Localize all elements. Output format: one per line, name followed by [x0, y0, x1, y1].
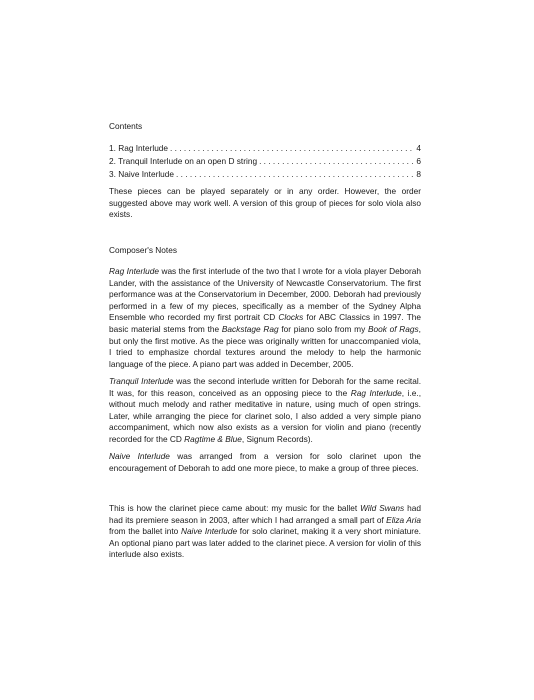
work-title: Naive Interlude [180, 526, 238, 537]
work-title: Rag Interlude [109, 266, 159, 276]
toc-entry-title: 1. Rag Interlude [109, 143, 169, 153]
work-title: Tranquil Interlude [109, 376, 174, 386]
toc-entry-page: 6 [416, 156, 421, 166]
toc-entry-title: 2. Tranquil Interlude on an open D string [109, 156, 258, 166]
notes-paragraph-tranquil-interlude: Tranquil Interlude was the second interlude written for Deborah for the same recital. It was, for this reason, conceived as an opposing piece to the Rag Interlude, i.e., without much melody and rather meditative in nature, using much of open strings. Later, while arranging the piece for clarinet solo, I also added a very simple piano accompaniment, which now also exists as a version for violin and piano (recently recorded for the CD Ragtime & Blue, Signum Records). [109, 376, 421, 444]
toc-entry [109, 155, 421, 168]
work-title: Wild Swans [360, 503, 405, 513]
toc-entry [109, 142, 421, 155]
notes-paragraph-clarinet-origin: This is how the clarinet piece came about: my music for the ballet Wild Swans had had its premiere season in 2003, after which I had arranged a small part of Eliza Aria from the ballet into Naive Interlude for solo clarinet, making it a very short miniature. An optional piano part was later added to the clarinet piece. A version for violin of this interlude also exists. [109, 503, 421, 560]
toc-entry-title: 3. Naive Interlude [109, 169, 175, 179]
work-title: Rag Interlude [350, 387, 402, 398]
toc-dot-leader [259, 155, 414, 168]
toc-entry-page: 4 [416, 143, 421, 153]
toc-entry-page: 8 [416, 169, 421, 179]
toc-entry [109, 168, 421, 181]
toc-dot-leader [170, 142, 414, 155]
work-title: Eliza Aria [386, 514, 421, 525]
composers-notes-heading: Composer's Notes [109, 245, 177, 255]
table-of-contents [109, 142, 421, 181]
notes-paragraph-rag-interlude: Rag Interlude was the first interlude of the two that I wrote for a viola player Deborah Lander, with the assistance of the University of Newcastle Conservatorium. The first performance was at the Conservatorium in December, 2000. Deborah had previously performed in a few of my pieces, specifically as a member of the Sydney Alpha Ensemble who recorded my first portrait CD Clocks for ABC Classics in 1997. The basic material stems from the Backstage Rag for piano solo from my Book of Rags, but only the first motive. As the piece was originally written for unaccompanied viola, I tried to emphasize chordal textures around the melody to help the harmonic language of the piece. A piano part was added in December, 2005. [109, 266, 421, 369]
toc-dot-leader [176, 168, 414, 181]
work-title: Ragtime & Blue [184, 433, 242, 444]
contents-heading: Contents [109, 121, 143, 131]
work-title: Clocks [278, 312, 304, 323]
order-note-paragraph: These pieces can be played separately or in any order. However, the order suggested above may work well. A version of this group of pieces for solo viola also exists. [109, 186, 421, 220]
work-title: Backstage Rag [221, 323, 279, 334]
work-title: Naive Interlude [109, 451, 170, 461]
work-title: Book of Rags [367, 323, 419, 334]
notes-paragraph-naive-interlude: Naive Interlude was arranged from a version for solo clarinet upon the encouragement of Deborah to add one more piece, to make a group of three pieces. [109, 451, 421, 473]
